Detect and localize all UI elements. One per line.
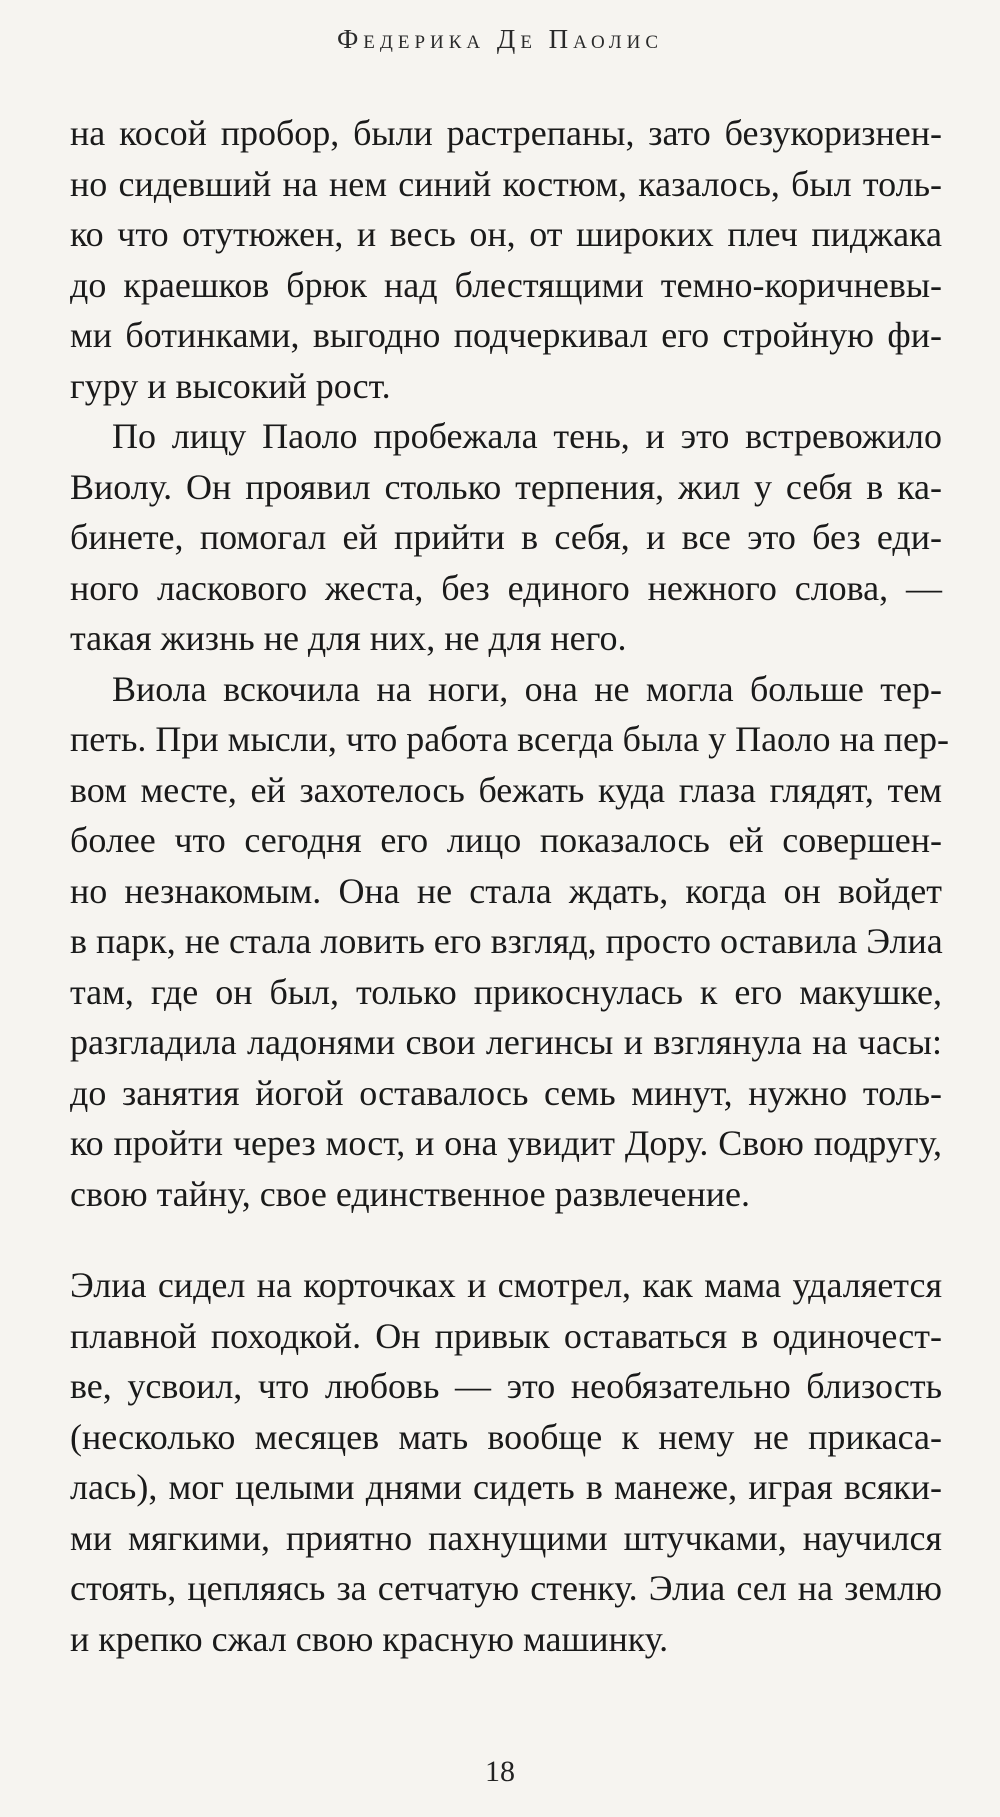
text-line: ми ботинками, выгодно подчеркивал его стройную фи- <box>70 315 942 355</box>
text-line: (несколько месяцев мать вообще к нему не прикаса- <box>70 1416 942 1457</box>
text-line: ного ласкового жеста, без единого нежного слова, — <box>70 567 942 608</box>
running-head-author: Федерика Де Паолис <box>336 24 664 54</box>
text-line: такая жизнь не для них, не для него. <box>70 618 627 658</box>
text-line: бинете, помогал ей прийти в себя, и все это без еди- <box>70 517 942 557</box>
text-line: более что сегодня его лицо показалось ей совершен- <box>70 820 942 860</box>
text-line: но незнакомым. Она не стала ждать, когда он войдет <box>70 870 942 911</box>
text-block-1 <box>70 108 950 1219</box>
text-line: на косой пробор, были растрепаны, зато безукоризнен- <box>70 113 942 153</box>
text-line: Виолу. Он проявил столько терпения, жил у себя в ка- <box>70 466 942 507</box>
text-line: ве, усвоил, что любовь — это необязательно близость <box>70 1366 942 1406</box>
text-line: ко что отутюжен, и весь он, от широких плеч пиджака <box>70 214 942 254</box>
page-number: 18 <box>485 1755 515 1788</box>
text-line: до занятия йогой оставалось семь минут, нужно толь- <box>70 1072 942 1113</box>
text-line: до краешков брюк над блестящими темно-коричневы- <box>70 264 942 305</box>
text-line: но сидевший на нем синий костюм, казалось, был толь- <box>70 163 942 204</box>
text-block-2 <box>70 1260 942 1664</box>
text-line: Виола вскочила на ноги, она не могла больше тер- <box>112 668 942 709</box>
text-line: Элиа сидел на корточках и смотрел, как мама удаляется <box>70 1265 942 1305</box>
text-line: петь. При мысли, что работа всегда была у Паоло на пер- <box>70 719 950 759</box>
text-line: и крепко сжал свою красную машинку. <box>70 1618 669 1659</box>
text-line: свою тайну, свое единственное развлечение. <box>70 1173 750 1214</box>
text-line: вом месте, ей захотелось бежать куда глаза глядят, тем <box>70 769 942 810</box>
text-line: ми мягкими, приятно пахнущими штучками, научился <box>70 1517 942 1558</box>
text-line: плавной походкой. Он привык оставаться в одиночест- <box>70 1315 942 1356</box>
text-line: там, где он был, только прикоснулась к его макушке, <box>70 971 942 1012</box>
text-line: лась), мог целыми днями сидеть в манеже, играя всяки- <box>70 1467 942 1507</box>
text-line: ко пройти через мост, и она увидит Дору. Свою подругу, <box>70 1123 942 1163</box>
text-line: гуру и высокий рост. <box>70 365 391 406</box>
text-line: разгладила ладонями свои легинсы и взглянула на часы: <box>70 1022 942 1062</box>
text-line: По лицу Паоло пробежала тень, и это встревожило <box>112 416 942 456</box>
text-line: в парк, не стала ловить его взгляд, просто оставила Элиа <box>70 921 943 961</box>
text-line: стоять, цепляясь за сетчатую стенку. Элиа сел на землю <box>70 1568 942 1608</box>
